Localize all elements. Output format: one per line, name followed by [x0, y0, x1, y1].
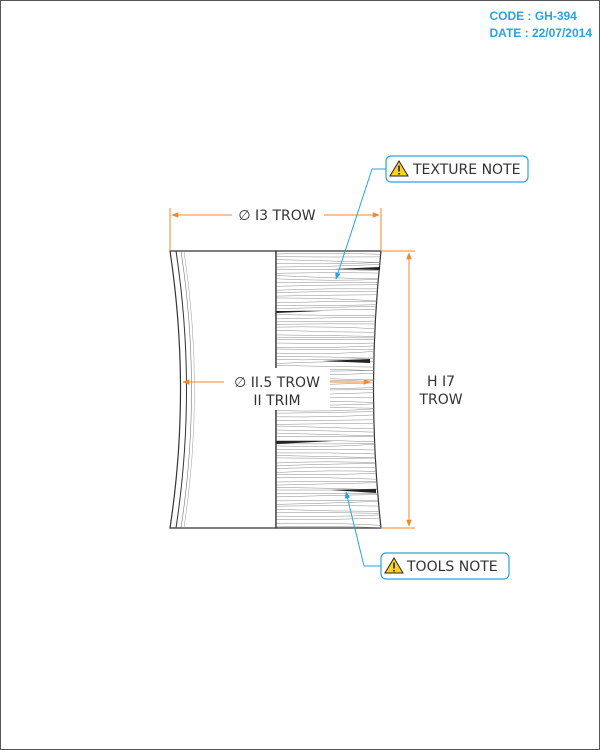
height-label: H I7 — [426, 374, 456, 390]
tools-note-label: TOOLS NOTE — [407, 559, 498, 575]
mid-diameter-label: ∅ II.5 TROW — [234, 375, 320, 391]
mid-trim-label: II TRIM — [253, 393, 301, 409]
texture-note-label: TEXTURE NOTE — [413, 162, 521, 178]
height-dimension — [381, 251, 472, 528]
top-diameter-dimension — [170, 208, 381, 251]
drawing-code: CODE : GH-394 — [489, 9, 577, 23]
drawing-date: DATE : 22/07/2014 — [489, 26, 592, 40]
top-diameter-label: ∅ I3 TROW — [238, 208, 316, 224]
height-unit-label: TROW — [419, 392, 463, 408]
